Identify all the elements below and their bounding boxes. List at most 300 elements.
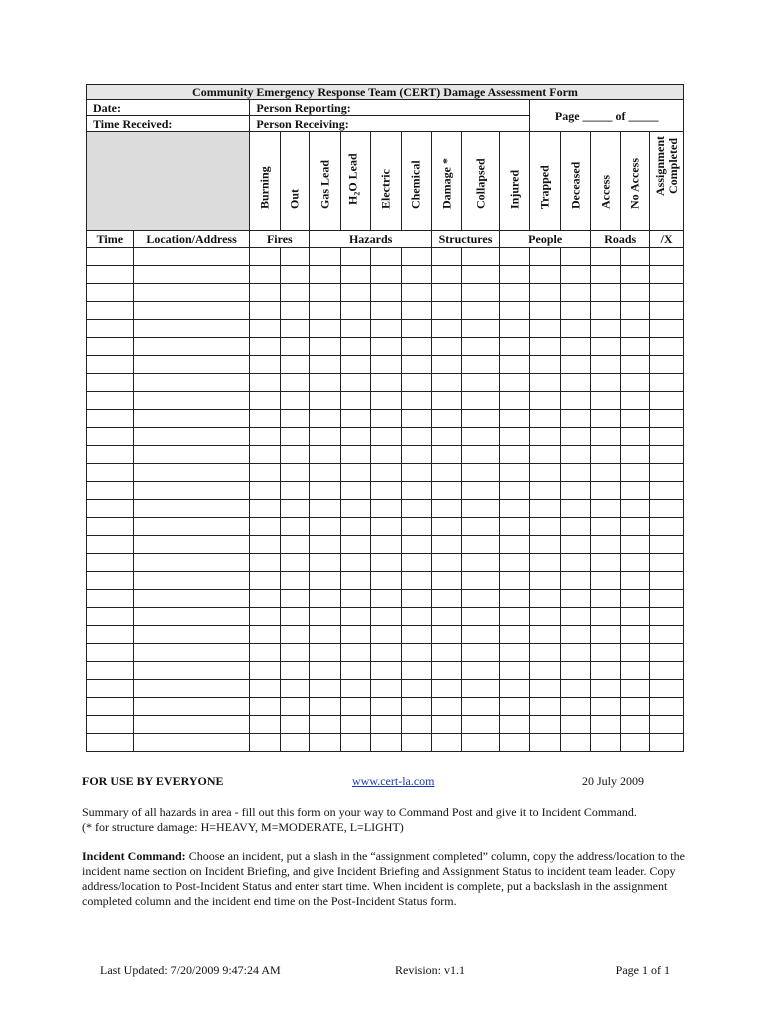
entry-cell[interactable] [620, 374, 649, 392]
entry-cell[interactable] [280, 572, 309, 590]
entry-cell[interactable] [500, 248, 530, 266]
entry-cell[interactable] [560, 716, 590, 734]
entry-cell[interactable] [432, 680, 462, 698]
entry-cell[interactable] [133, 590, 250, 608]
entry-cell[interactable] [462, 302, 500, 320]
entry-cell[interactable] [591, 590, 620, 608]
entry-cell[interactable] [500, 680, 530, 698]
entry-cell[interactable] [650, 716, 684, 734]
entry-cell[interactable] [432, 698, 462, 716]
entry-cell[interactable] [87, 356, 134, 374]
entry-cell[interactable] [371, 464, 401, 482]
entry-cell[interactable] [500, 608, 530, 626]
entry-cell[interactable] [462, 482, 500, 500]
entry-cell[interactable] [340, 734, 370, 752]
entry-cell[interactable] [650, 338, 684, 356]
entry-cell[interactable] [560, 698, 590, 716]
entry-cell[interactable] [620, 572, 649, 590]
entry-cell[interactable] [500, 536, 530, 554]
entry-cell[interactable] [432, 374, 462, 392]
entry-cell[interactable] [250, 662, 280, 680]
entry-cell[interactable] [133, 608, 250, 626]
entry-cell[interactable] [310, 518, 340, 536]
entry-cell[interactable] [620, 248, 649, 266]
entry-cell[interactable] [620, 428, 649, 446]
entry-cell[interactable] [620, 320, 649, 338]
entry-cell[interactable] [340, 248, 370, 266]
entry-cell[interactable] [310, 446, 340, 464]
entry-cell[interactable] [432, 356, 462, 374]
entry-cell[interactable] [371, 536, 401, 554]
entry-cell[interactable] [560, 356, 590, 374]
entry-cell[interactable] [250, 608, 280, 626]
entry-cell[interactable] [500, 410, 530, 428]
entry-cell[interactable] [560, 644, 590, 662]
entry-cell[interactable] [250, 428, 280, 446]
entry-cell[interactable] [87, 446, 134, 464]
entry-cell[interactable] [620, 590, 649, 608]
entry-cell[interactable] [87, 392, 134, 410]
entry-cell[interactable] [432, 284, 462, 302]
entry-cell[interactable] [462, 626, 500, 644]
entry-cell[interactable] [650, 356, 684, 374]
entry-cell[interactable] [133, 518, 250, 536]
entry-cell[interactable] [310, 482, 340, 500]
entry-cell[interactable] [462, 464, 500, 482]
entry-cell[interactable] [401, 572, 431, 590]
entry-cell[interactable] [560, 572, 590, 590]
entry-cell[interactable] [401, 608, 431, 626]
entry-cell[interactable] [432, 428, 462, 446]
entry-cell[interactable] [133, 266, 250, 284]
entry-cell[interactable] [310, 248, 340, 266]
entry-cell[interactable] [340, 518, 370, 536]
entry-cell[interactable] [371, 428, 401, 446]
entry-cell[interactable] [432, 572, 462, 590]
entry-cell[interactable] [591, 320, 620, 338]
entry-cell[interactable] [620, 338, 649, 356]
entry-cell[interactable] [310, 680, 340, 698]
entry-cell[interactable] [133, 464, 250, 482]
entry-cell[interactable] [432, 446, 462, 464]
entry-cell[interactable] [250, 680, 280, 698]
entry-cell[interactable] [133, 248, 250, 266]
entry-cell[interactable] [560, 266, 590, 284]
entry-cell[interactable] [340, 572, 370, 590]
entry-cell[interactable] [87, 266, 134, 284]
entry-cell[interactable] [560, 320, 590, 338]
entry-cell[interactable] [620, 500, 649, 518]
entry-cell[interactable] [133, 500, 250, 518]
entry-cell[interactable] [432, 716, 462, 734]
entry-cell[interactable] [620, 482, 649, 500]
entry-cell[interactable] [133, 284, 250, 302]
entry-cell[interactable] [650, 284, 684, 302]
entry-cell[interactable] [462, 554, 500, 572]
entry-cell[interactable] [401, 392, 431, 410]
entry-cell[interactable] [560, 536, 590, 554]
time-received-field[interactable]: Time Received: [87, 116, 250, 132]
entry-cell[interactable] [401, 446, 431, 464]
entry-cell[interactable] [371, 680, 401, 698]
entry-cell[interactable] [530, 644, 560, 662]
entry-cell[interactable] [87, 410, 134, 428]
entry-cell[interactable] [310, 266, 340, 284]
entry-cell[interactable] [530, 626, 560, 644]
website-link[interactable]: www.cert-la.com [352, 774, 435, 788]
entry-cell[interactable] [462, 446, 500, 464]
entry-cell[interactable] [432, 464, 462, 482]
entry-cell[interactable] [620, 662, 649, 680]
entry-cell[interactable] [310, 464, 340, 482]
entry-cell[interactable] [401, 644, 431, 662]
entry-cell[interactable] [87, 500, 134, 518]
entry-cell[interactable] [280, 500, 309, 518]
entry-cell[interactable] [401, 248, 431, 266]
entry-cell[interactable] [401, 428, 431, 446]
entry-cell[interactable] [500, 338, 530, 356]
entry-cell[interactable] [250, 698, 280, 716]
entry-cell[interactable] [280, 482, 309, 500]
entry-cell[interactable] [133, 698, 250, 716]
entry-cell[interactable] [280, 428, 309, 446]
entry-cell[interactable] [620, 680, 649, 698]
entry-cell[interactable] [620, 302, 649, 320]
entry-cell[interactable] [310, 734, 340, 752]
entry-cell[interactable] [340, 356, 370, 374]
entry-cell[interactable] [500, 590, 530, 608]
entry-cell[interactable] [432, 482, 462, 500]
entry-cell[interactable] [650, 410, 684, 428]
entry-cell[interactable] [500, 662, 530, 680]
entry-cell[interactable] [250, 626, 280, 644]
entry-cell[interactable] [650, 482, 684, 500]
entry-cell[interactable] [650, 446, 684, 464]
entry-cell[interactable] [560, 374, 590, 392]
entry-cell[interactable] [133, 320, 250, 338]
entry-cell[interactable] [462, 680, 500, 698]
entry-cell[interactable] [87, 734, 134, 752]
entry-cell[interactable] [280, 248, 309, 266]
entry-cell[interactable] [560, 554, 590, 572]
entry-cell[interactable] [500, 554, 530, 572]
entry-cell[interactable] [432, 302, 462, 320]
entry-cell[interactable] [250, 374, 280, 392]
entry-cell[interactable] [340, 266, 370, 284]
entry-cell[interactable] [340, 410, 370, 428]
entry-cell[interactable] [591, 662, 620, 680]
entry-cell[interactable] [530, 680, 560, 698]
entry-cell[interactable] [650, 608, 684, 626]
entry-cell[interactable] [401, 590, 431, 608]
entry-cell[interactable] [310, 626, 340, 644]
entry-cell[interactable] [462, 266, 500, 284]
entry-cell[interactable] [280, 302, 309, 320]
entry-cell[interactable] [340, 680, 370, 698]
entry-cell[interactable] [500, 392, 530, 410]
entry-cell[interactable] [340, 608, 370, 626]
entry-cell[interactable] [462, 518, 500, 536]
entry-cell[interactable] [620, 536, 649, 554]
entry-cell[interactable] [133, 554, 250, 572]
entry-cell[interactable] [560, 248, 590, 266]
entry-cell[interactable] [560, 428, 590, 446]
entry-cell[interactable] [530, 518, 560, 536]
entry-cell[interactable] [401, 662, 431, 680]
entry-cell[interactable] [133, 716, 250, 734]
entry-cell[interactable] [340, 374, 370, 392]
entry-cell[interactable] [530, 536, 560, 554]
entry-cell[interactable] [500, 374, 530, 392]
entry-cell[interactable] [310, 410, 340, 428]
entry-cell[interactable] [500, 518, 530, 536]
entry-cell[interactable] [280, 518, 309, 536]
entry-cell[interactable] [620, 410, 649, 428]
entry-cell[interactable] [591, 374, 620, 392]
entry-cell[interactable] [500, 428, 530, 446]
entry-cell[interactable] [560, 518, 590, 536]
entry-cell[interactable] [371, 626, 401, 644]
entry-cell[interactable] [280, 626, 309, 644]
entry-cell[interactable] [401, 680, 431, 698]
entry-cell[interactable] [401, 716, 431, 734]
entry-cell[interactable] [310, 356, 340, 374]
entry-cell[interactable] [560, 590, 590, 608]
entry-cell[interactable] [620, 554, 649, 572]
entry-cell[interactable] [462, 374, 500, 392]
entry-cell[interactable] [530, 428, 560, 446]
entry-cell[interactable] [650, 518, 684, 536]
entry-cell[interactable] [250, 464, 280, 482]
entry-cell[interactable] [133, 410, 250, 428]
entry-cell[interactable] [371, 482, 401, 500]
entry-cell[interactable] [462, 248, 500, 266]
entry-cell[interactable] [462, 590, 500, 608]
entry-cell[interactable] [432, 608, 462, 626]
entry-cell[interactable] [340, 446, 370, 464]
entry-cell[interactable] [591, 356, 620, 374]
entry-cell[interactable] [280, 716, 309, 734]
entry-cell[interactable] [310, 284, 340, 302]
entry-cell[interactable] [650, 428, 684, 446]
entry-cell[interactable] [500, 644, 530, 662]
entry-cell[interactable] [401, 374, 431, 392]
entry-cell[interactable] [432, 518, 462, 536]
entry-cell[interactable] [530, 554, 560, 572]
entry-cell[interactable] [371, 662, 401, 680]
entry-cell[interactable] [560, 338, 590, 356]
entry-cell[interactable] [591, 266, 620, 284]
entry-cell[interactable] [620, 464, 649, 482]
entry-cell[interactable] [591, 536, 620, 554]
entry-cell[interactable] [462, 284, 500, 302]
entry-cell[interactable] [500, 626, 530, 644]
entry-cell[interactable] [250, 284, 280, 302]
entry-cell[interactable] [462, 500, 500, 518]
entry-cell[interactable] [500, 716, 530, 734]
entry-cell[interactable] [591, 608, 620, 626]
entry-cell[interactable] [371, 338, 401, 356]
entry-cell[interactable] [133, 356, 250, 374]
entry-cell[interactable] [560, 680, 590, 698]
entry-cell[interactable] [133, 734, 250, 752]
entry-cell[interactable] [620, 356, 649, 374]
entry-cell[interactable] [87, 302, 134, 320]
entry-cell[interactable] [401, 554, 431, 572]
entry-cell[interactable] [310, 392, 340, 410]
entry-cell[interactable] [401, 698, 431, 716]
entry-cell[interactable] [591, 446, 620, 464]
entry-cell[interactable] [591, 392, 620, 410]
entry-cell[interactable] [530, 608, 560, 626]
entry-cell[interactable] [250, 644, 280, 662]
entry-cell[interactable] [280, 662, 309, 680]
entry-cell[interactable] [280, 410, 309, 428]
entry-cell[interactable] [462, 716, 500, 734]
entry-cell[interactable] [462, 644, 500, 662]
entry-cell[interactable] [432, 644, 462, 662]
entry-cell[interactable] [530, 266, 560, 284]
entry-cell[interactable] [250, 248, 280, 266]
entry-cell[interactable] [371, 266, 401, 284]
entry-cell[interactable] [371, 446, 401, 464]
entry-cell[interactable] [432, 320, 462, 338]
entry-cell[interactable] [620, 626, 649, 644]
entry-cell[interactable] [310, 302, 340, 320]
entry-cell[interactable] [87, 320, 134, 338]
entry-cell[interactable] [250, 446, 280, 464]
entry-cell[interactable] [87, 428, 134, 446]
entry-cell[interactable] [462, 662, 500, 680]
entry-cell[interactable] [401, 266, 431, 284]
entry-cell[interactable] [500, 572, 530, 590]
entry-cell[interactable] [401, 626, 431, 644]
entry-cell[interactable] [591, 464, 620, 482]
entry-cell[interactable] [591, 572, 620, 590]
entry-cell[interactable] [280, 266, 309, 284]
entry-cell[interactable] [310, 572, 340, 590]
entry-cell[interactable] [530, 464, 560, 482]
entry-cell[interactable] [280, 464, 309, 482]
entry-cell[interactable] [500, 482, 530, 500]
entry-cell[interactable] [280, 734, 309, 752]
entry-cell[interactable] [87, 284, 134, 302]
entry-cell[interactable] [371, 248, 401, 266]
entry-cell[interactable] [620, 518, 649, 536]
entry-cell[interactable] [591, 554, 620, 572]
entry-cell[interactable] [310, 320, 340, 338]
entry-cell[interactable] [401, 320, 431, 338]
entry-cell[interactable] [371, 608, 401, 626]
entry-cell[interactable] [500, 464, 530, 482]
entry-cell[interactable] [650, 392, 684, 410]
entry-cell[interactable] [340, 698, 370, 716]
entry-cell[interactable] [133, 338, 250, 356]
entry-cell[interactable] [530, 374, 560, 392]
entry-cell[interactable] [250, 518, 280, 536]
entry-cell[interactable] [530, 482, 560, 500]
entry-cell[interactable] [133, 392, 250, 410]
entry-cell[interactable] [310, 374, 340, 392]
entry-cell[interactable] [500, 356, 530, 374]
entry-cell[interactable] [250, 320, 280, 338]
entry-cell[interactable] [432, 734, 462, 752]
entry-cell[interactable] [591, 284, 620, 302]
entry-cell[interactable] [310, 662, 340, 680]
entry-cell[interactable] [591, 302, 620, 320]
entry-cell[interactable] [500, 284, 530, 302]
entry-cell[interactable] [432, 410, 462, 428]
entry-cell[interactable] [650, 662, 684, 680]
entry-cell[interactable] [620, 644, 649, 662]
entry-cell[interactable] [133, 482, 250, 500]
entry-cell[interactable] [401, 338, 431, 356]
entry-cell[interactable] [250, 266, 280, 284]
entry-cell[interactable] [530, 392, 560, 410]
entry-cell[interactable] [87, 518, 134, 536]
entry-cell[interactable] [560, 500, 590, 518]
entry-cell[interactable] [340, 626, 370, 644]
entry-cell[interactable] [340, 428, 370, 446]
entry-cell[interactable] [432, 554, 462, 572]
entry-cell[interactable] [650, 572, 684, 590]
entry-cell[interactable] [401, 284, 431, 302]
entry-cell[interactable] [462, 608, 500, 626]
entry-cell[interactable] [280, 374, 309, 392]
entry-cell[interactable] [340, 662, 370, 680]
entry-cell[interactable] [371, 590, 401, 608]
entry-cell[interactable] [500, 446, 530, 464]
entry-cell[interactable] [310, 554, 340, 572]
entry-cell[interactable] [371, 734, 401, 752]
entry-cell[interactable] [650, 734, 684, 752]
entry-cell[interactable] [250, 410, 280, 428]
entry-cell[interactable] [250, 572, 280, 590]
entry-cell[interactable] [591, 698, 620, 716]
entry-cell[interactable] [371, 698, 401, 716]
entry-cell[interactable] [250, 482, 280, 500]
entry-cell[interactable] [371, 356, 401, 374]
entry-cell[interactable] [650, 590, 684, 608]
entry-cell[interactable] [591, 644, 620, 662]
entry-cell[interactable] [250, 338, 280, 356]
entry-cell[interactable] [500, 500, 530, 518]
entry-cell[interactable] [432, 590, 462, 608]
entry-cell[interactable] [133, 680, 250, 698]
entry-cell[interactable] [591, 482, 620, 500]
entry-cell[interactable] [530, 320, 560, 338]
entry-cell[interactable] [591, 626, 620, 644]
entry-cell[interactable] [371, 716, 401, 734]
entry-cell[interactable] [432, 338, 462, 356]
entry-cell[interactable] [620, 266, 649, 284]
entry-cell[interactable] [650, 626, 684, 644]
entry-cell[interactable] [591, 428, 620, 446]
entry-cell[interactable] [401, 536, 431, 554]
entry-cell[interactable] [371, 518, 401, 536]
entry-cell[interactable] [371, 392, 401, 410]
entry-cell[interactable] [371, 500, 401, 518]
entry-cell[interactable] [280, 554, 309, 572]
entry-cell[interactable] [340, 464, 370, 482]
entry-cell[interactable] [87, 662, 134, 680]
entry-cell[interactable] [401, 734, 431, 752]
entry-cell[interactable] [280, 356, 309, 374]
entry-cell[interactable] [560, 302, 590, 320]
entry-cell[interactable] [340, 644, 370, 662]
entry-cell[interactable] [133, 626, 250, 644]
entry-cell[interactable] [250, 716, 280, 734]
